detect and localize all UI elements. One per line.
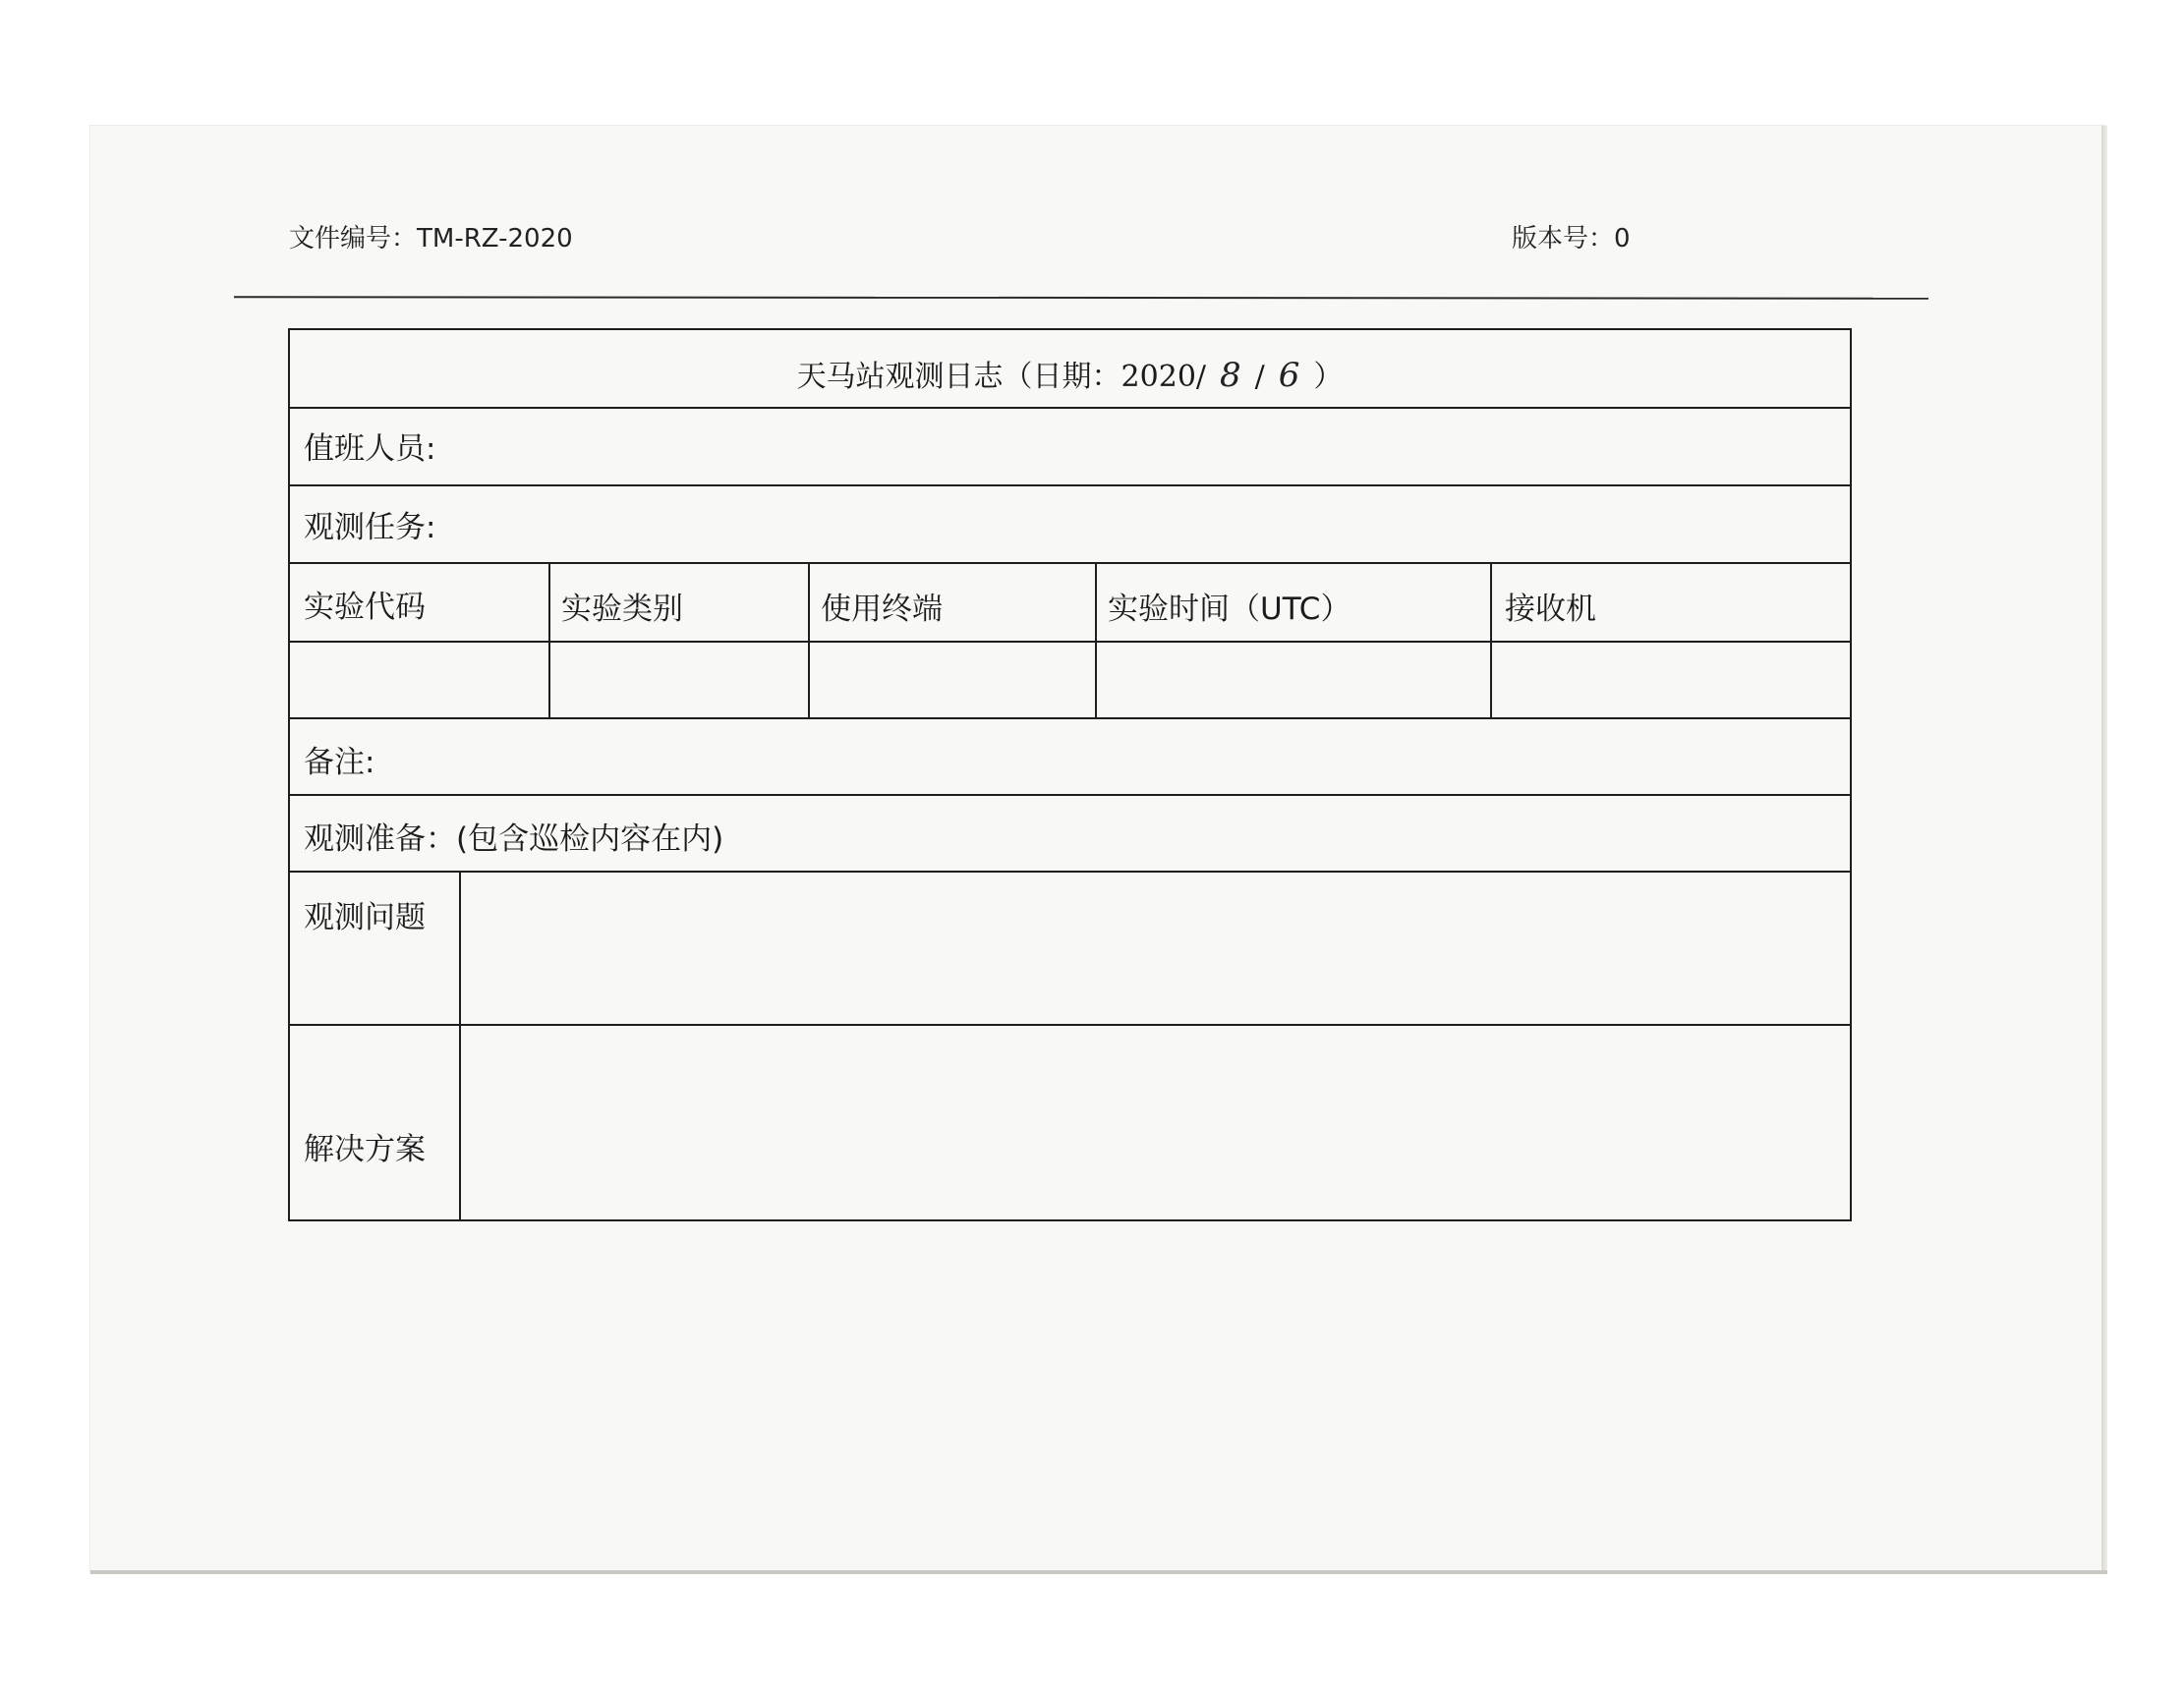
row-divider [290, 871, 1850, 873]
column-experiment-time: 实验时间（UTC） [1108, 592, 1351, 627]
title-prefix: 天马站观测日志（日期：2020/ [796, 360, 1207, 394]
problem-label: 观测问题 [304, 900, 426, 935]
column-divider [548, 562, 550, 717]
preparation-label: 观测准备：(包含巡检内容在内) [304, 821, 724, 857]
solution-label: 解决方案 [304, 1132, 426, 1167]
row-divider [290, 717, 1850, 719]
column-divider [1095, 562, 1097, 717]
title-separator: / [1254, 360, 1265, 394]
row-divider [290, 641, 1850, 643]
row-divider [290, 1024, 1850, 1026]
column-experiment-type: 实验类别 [561, 592, 683, 627]
paper-edge-bottom [90, 1570, 2107, 1574]
column-divider [808, 562, 810, 717]
row-divider [290, 484, 1850, 486]
column-experiment-code: 实验代码 [304, 590, 426, 625]
column-terminal: 使用终端 [821, 592, 943, 627]
row-divider [290, 562, 1850, 564]
date-day-handwritten: 6 [1278, 356, 1300, 395]
document-number: 文件编号：TM-RZ-2020 [289, 224, 573, 254]
column-divider [1490, 562, 1492, 717]
date-month-handwritten: 8 [1220, 356, 1241, 395]
observation-log-form [288, 328, 1852, 1221]
label-column-divider [459, 871, 461, 1221]
staff-label: 值班人员: [304, 431, 436, 467]
remarks-label: 备注: [304, 745, 375, 780]
task-label: 观测任务: [304, 510, 436, 545]
row-divider [290, 794, 1850, 796]
title-suffix: ） [1313, 360, 1344, 394]
column-receiver: 接收机 [1505, 592, 1596, 627]
row-divider [290, 407, 1850, 409]
form-title [290, 352, 1850, 395]
paper-edge [2101, 126, 2107, 1572]
version-number: 版本号：0 [1512, 224, 1631, 254]
